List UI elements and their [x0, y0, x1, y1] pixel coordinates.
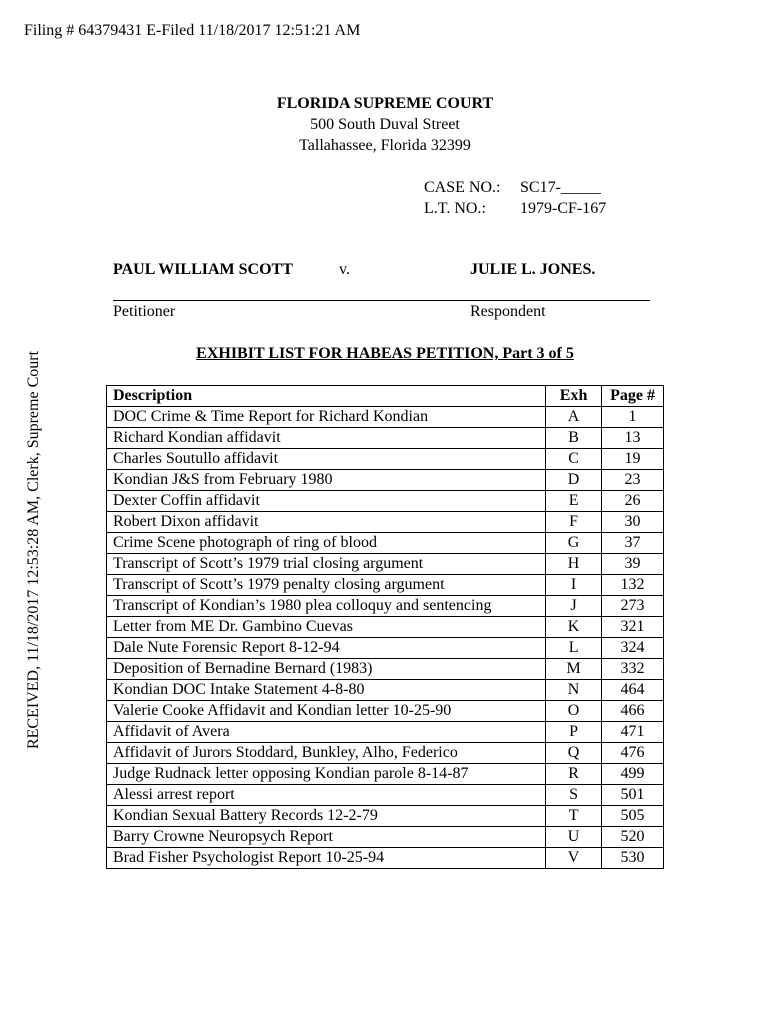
row-description: Deposition of Bernadine Bernard (1983) — [107, 659, 546, 680]
row-exhibit: F — [546, 512, 602, 533]
row-exhibit: U — [546, 827, 602, 848]
row-page: 132 — [602, 575, 664, 596]
versus: v. — [339, 261, 350, 278]
row-description: Transcript of Scott’s 1979 penalty closing argument — [107, 575, 546, 596]
row-description: Richard Kondian affidavit — [107, 428, 546, 449]
table-row — [107, 596, 664, 617]
row-exhibit: Q — [546, 743, 602, 764]
row-page: 332 — [602, 659, 664, 680]
row-exhibit: I — [546, 575, 602, 596]
row-description: Robert Dixon affidavit — [107, 512, 546, 533]
court-name: FLORIDA SUPREME COURT — [276, 95, 494, 112]
respondent-name: JULIE L. JONES. — [470, 261, 596, 278]
court-city: Tallahassee, Florida 32399 — [299, 137, 471, 154]
table-row — [107, 848, 664, 869]
header-exh: Exh — [546, 386, 602, 407]
row-description: Kondian DOC Intake Statement 4-8-80 — [107, 680, 546, 701]
row-page: 273 — [602, 596, 664, 617]
table-row — [107, 785, 664, 806]
header-description: Description — [107, 386, 546, 407]
table-row — [107, 470, 664, 491]
row-description: DOC Crime & Time Report for Richard Kondian — [107, 407, 546, 428]
row-description: Crime Scene photograph of ring of blood — [107, 533, 546, 554]
row-exhibit: C — [546, 449, 602, 470]
row-description: Kondian J&S from February 1980 — [107, 470, 546, 491]
signature-rule — [113, 300, 650, 301]
filing-stamp: Filing # 64379431 E-Filed 11/18/2017 12:51:21 AM — [24, 22, 361, 39]
petitioner-name: PAUL WILLIAM SCOTT — [113, 261, 293, 278]
table-row — [107, 533, 664, 554]
row-exhibit: H — [546, 554, 602, 575]
row-exhibit: A — [546, 407, 602, 428]
row-description: Affidavit of Avera — [107, 722, 546, 743]
row-description: Dale Nute Forensic Report 8-12-94 — [107, 638, 546, 659]
table-header-row — [107, 386, 664, 407]
row-exhibit: S — [546, 785, 602, 806]
row-page: 476 — [602, 743, 664, 764]
row-description: Alessi arrest report — [107, 785, 546, 806]
row-exhibit: B — [546, 428, 602, 449]
table-row — [107, 701, 664, 722]
row-page: 26 — [602, 491, 664, 512]
table-row — [107, 575, 664, 596]
table-row — [107, 407, 664, 428]
case-no-value: SC17-_____ — [520, 179, 601, 196]
table-row — [107, 680, 664, 701]
row-exhibit: P — [546, 722, 602, 743]
row-description: Kondian Sexual Battery Records 12-2-79 — [107, 806, 546, 827]
table-row — [107, 491, 664, 512]
row-exhibit: R — [546, 764, 602, 785]
row-page: 501 — [602, 785, 664, 806]
row-exhibit: E — [546, 491, 602, 512]
table-row — [107, 722, 664, 743]
table-row — [107, 638, 664, 659]
row-exhibit: M — [546, 659, 602, 680]
row-exhibit: J — [546, 596, 602, 617]
table-row — [107, 554, 664, 575]
row-exhibit: V — [546, 848, 602, 869]
court-street: 500 South Duval Street — [310, 116, 460, 133]
table-row — [107, 743, 664, 764]
row-exhibit: G — [546, 533, 602, 554]
row-page: 39 — [602, 554, 664, 575]
row-description: Transcript of Kondian’s 1980 plea colloquy and sentencing — [107, 596, 546, 617]
row-description: Valerie Cooke Affidavit and Kondian letter 10-25-90 — [107, 701, 546, 722]
table-row — [107, 512, 664, 533]
row-page: 37 — [602, 533, 664, 554]
row-page: 13 — [602, 428, 664, 449]
row-exhibit: T — [546, 806, 602, 827]
row-description: Judge Rudnack letter opposing Kondian parole 8-14-87 — [107, 764, 546, 785]
row-description: Affidavit of Jurors Stoddard, Bunkley, Alho, Federico — [107, 743, 546, 764]
exhibit-table — [106, 385, 664, 869]
row-page: 23 — [602, 470, 664, 491]
row-description: Dexter Coffin affidavit — [107, 491, 546, 512]
row-description: Brad Fisher Psychologist Report 10-25-94 — [107, 848, 546, 869]
row-page: 520 — [602, 827, 664, 848]
table-row — [107, 806, 664, 827]
row-exhibit: N — [546, 680, 602, 701]
case-no-label: CASE NO.: — [424, 179, 501, 196]
row-page: 324 — [602, 638, 664, 659]
table-row — [107, 449, 664, 470]
table-row — [107, 659, 664, 680]
row-description: Charles Soutullo affidavit — [107, 449, 546, 470]
row-page: 466 — [602, 701, 664, 722]
respondent-label: Respondent — [470, 303, 546, 320]
row-page: 464 — [602, 680, 664, 701]
row-exhibit: O — [546, 701, 602, 722]
exhibit-list-title: EXHIBIT LIST FOR HABEAS PETITION, Part 3 of 5 — [196, 345, 574, 362]
header-page: Page # — [602, 386, 664, 407]
lt-no-value: 1979-CF-167 — [520, 200, 607, 217]
row-page: 1 — [602, 407, 664, 428]
row-page: 19 — [602, 449, 664, 470]
table-row — [107, 428, 664, 449]
row-description: Transcript of Scott’s 1979 trial closing argument — [107, 554, 546, 575]
received-stamp: RECEIVED, 11/18/2017 12:53:28 AM, Clerk, Supreme Court — [25, 350, 42, 750]
table-row — [107, 764, 664, 785]
row-exhibit: K — [546, 617, 602, 638]
row-description: Letter from ME Dr. Gambino Cuevas — [107, 617, 546, 638]
row-page: 471 — [602, 722, 664, 743]
row-description: Barry Crowne Neuropsych Report — [107, 827, 546, 848]
table-row — [107, 827, 664, 848]
row-exhibit: L — [546, 638, 602, 659]
row-exhibit: D — [546, 470, 602, 491]
row-page: 321 — [602, 617, 664, 638]
lt-no-label: L.T. NO.: — [424, 200, 486, 217]
row-page: 530 — [602, 848, 664, 869]
row-page: 505 — [602, 806, 664, 827]
row-page: 30 — [602, 512, 664, 533]
table-row — [107, 617, 664, 638]
petitioner-label: Petitioner — [113, 303, 176, 320]
row-page: 499 — [602, 764, 664, 785]
